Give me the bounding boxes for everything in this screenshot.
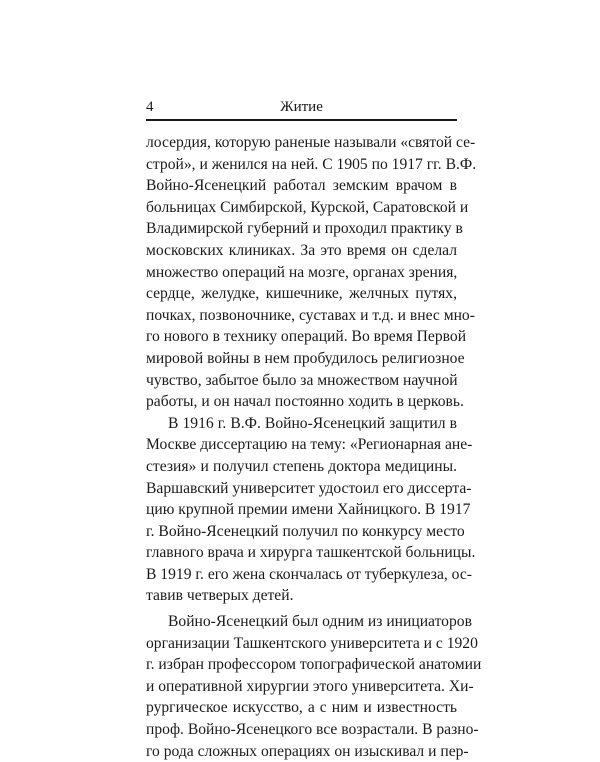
text-line: Войно-Ясенецкий был одним из инициаторов [168, 613, 472, 631]
text-line: го рода сложных операциях он изыскивал и пер- [146, 742, 469, 760]
paragraph [146, 132, 477, 413]
text-line: го нового в технику операций. Во время Первой [146, 328, 467, 346]
text-line: чувство, забытое было за множеством научной [146, 371, 458, 389]
text-line: тавив четверых детей. [146, 587, 294, 605]
text-line: лосердия, которую раненые называли «святой се- [146, 134, 476, 151]
page-number: 4 [146, 99, 154, 115]
text-line: Войно-Ясенецкий работал земским врачом в [146, 177, 457, 195]
text-line: В 1919 г. его жена скончалась от туберкулеза, ос- [146, 565, 472, 583]
header-rule [146, 119, 457, 121]
text-line: рургическое искусство, а с ним и известность [146, 699, 457, 717]
text-line: стезия» и получил степень доктора медицины. [146, 457, 457, 475]
text-line: московских клиниках. За это время он сделал [146, 241, 457, 259]
text-line: работы, и он начал постоянно ходить в церковь. [146, 393, 464, 411]
paragraph [146, 413, 476, 607]
text-line: г. Войно-Ясенецкий получил по конкурсу место [146, 522, 465, 540]
text-line: Москве диссертацию на тему: «Регионарная ане- [146, 436, 473, 454]
paragraph [146, 611, 482, 762]
text-line: цию крупной премии имени Хайницкого. В 1917 [146, 501, 471, 519]
page-header [146, 96, 457, 118]
text-line: больницах Симбирской, Курской, Саратовской и [146, 198, 469, 216]
text-line: главного врача и хирурга ташкентской больницы. [146, 544, 476, 562]
text-line: В 1916 г. В.Ф. Войно-Ясенецкий защитил в [168, 414, 457, 432]
text-line: и оперативной хирургии этого университета. Хи- [146, 677, 474, 695]
text-line: мировой войны в нем пробудилось религиозное [146, 349, 465, 367]
running-title: Житие [280, 99, 323, 115]
text-line: Владимирской губерний и проходил практику в [146, 220, 463, 238]
text-line: проф. Войно-Ясенецкого все возрастали. В разно- [146, 721, 479, 739]
text-line: почках, позвоночнике, суставах и т.д. и внес мно- [146, 306, 475, 324]
text-line: Варшавский университет удостоил его диссерта- [146, 479, 472, 497]
text-line: строй», и женился на ней. С 1905 по 1917 гг. В.Ф. [146, 155, 477, 173]
text-line: сердце, желудке, кишечнике, желчных путях, [146, 285, 457, 303]
text-line: множество операций на мозге, органах зрения, [146, 263, 458, 281]
text-line: организации Ташкентского университета и с 1920 [146, 634, 478, 652]
text-line: г. избран профессором топографической анатомии [146, 656, 482, 674]
body-text [146, 132, 482, 762]
